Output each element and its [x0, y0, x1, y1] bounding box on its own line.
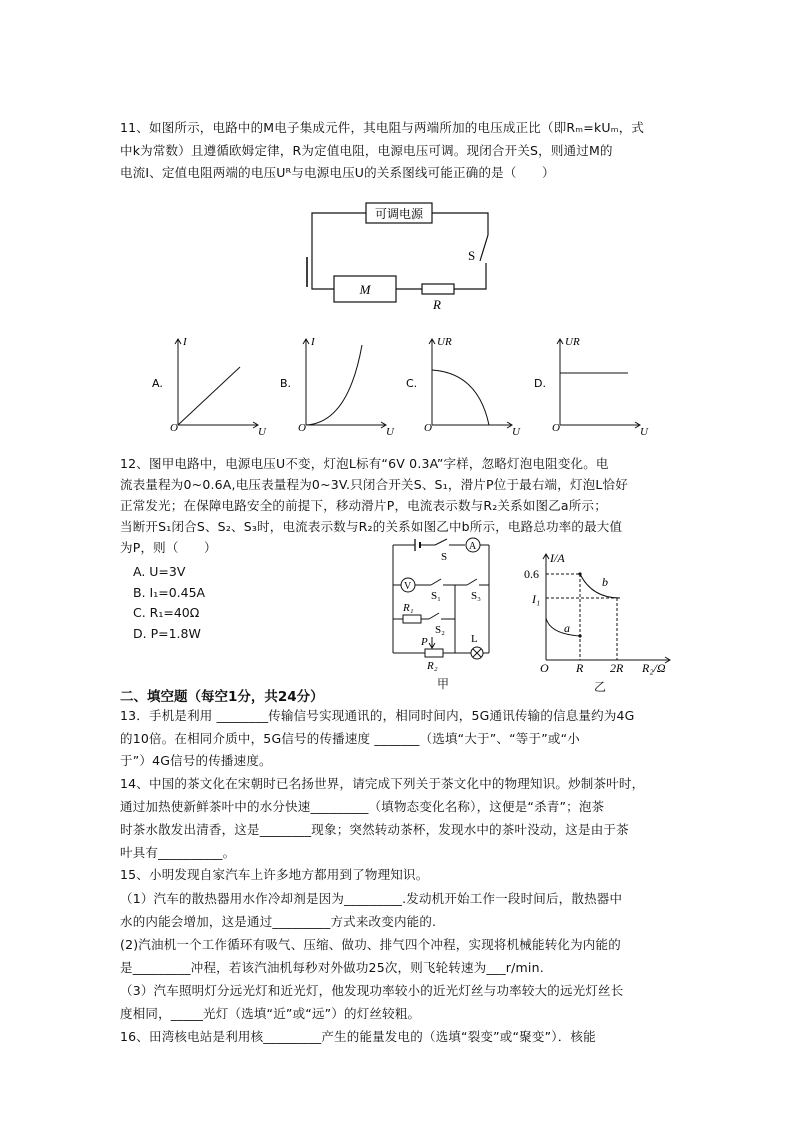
- q11-line-1: 11、如图所示，电路中的M电子集成元件，其电阻与两端所加的电压成正比（即Rₘ=kUₘ，式: [120, 120, 645, 135]
- q14-line-4: 叶具有__________。: [120, 845, 236, 860]
- q12-line-4: 当断开S₁闭合S、S₂、S₃时，电流表示数与R₂的关系如图乙中b所示，电路总功率的最大值: [120, 519, 623, 534]
- x-axis-label: U: [386, 426, 394, 438]
- x-tick-2r: 2R: [610, 661, 624, 675]
- y-axis-label: UR: [437, 336, 452, 348]
- origin-label: O: [170, 422, 178, 434]
- y-axis-label: I: [183, 336, 187, 348]
- x-axis-label: R₂/Ω: [642, 661, 666, 675]
- y-axis-label: UR: [565, 336, 580, 348]
- fig-yi-caption: 乙: [594, 680, 607, 694]
- q12-option-d: D. P=1.8W: [133, 626, 201, 641]
- q12-option-b: B. I₁=0.45A: [133, 585, 206, 600]
- y-axis-label: I: [311, 336, 315, 348]
- q15-line-4: (2)汽油机一个工作循环有吸气、压缩、做功、排气四个冲程，实现将机械能转化为内能的: [120, 937, 621, 952]
- q11-line-2: 中k为常数）且遵循欧姆定律，R为定值电阻，电源电压可调。现闭合开关S，则通过M的: [120, 143, 613, 158]
- option-label: B.: [280, 377, 292, 390]
- q11-circuit-diagram: [300, 195, 500, 315]
- fig-yi-graph: [520, 550, 680, 675]
- q13-line-2: 的10倍。在相同介质中，5G信号的传播速度 _______（选填“大于”、“等于”或“小: [120, 731, 580, 746]
- q15-line-3: 水的内能会增加，这是通过_________方式来改变内能的.: [120, 914, 437, 929]
- lamp-label: L: [471, 633, 478, 645]
- q15-line-1: 15、小明发现自家汽车上许多地方都用到了物理知识。: [120, 867, 429, 882]
- q11-line-3: 电流I、定值电阻两端的电压Uᴿ与电源电压U的关系图线可能正确的是（ ）: [120, 165, 555, 180]
- option-label: D.: [534, 377, 546, 390]
- curve-a-label: a: [564, 621, 570, 635]
- section-heading: 二、填空题（每空1分，共24分）: [120, 689, 324, 705]
- switch-s2-label: S₂: [435, 624, 445, 636]
- voltmeter-label: V: [404, 581, 412, 592]
- curve-b: [580, 574, 620, 598]
- curve-a: [546, 618, 580, 636]
- y-axis-label: I/A: [550, 551, 565, 565]
- q12-line-2: 流表量程为0~0.6A,电压表量程为0~3V.只闭合开关S、S₁，滑片P位于最右端，灯泡L恰好: [120, 477, 628, 492]
- x-axis-label: U: [512, 426, 520, 438]
- ammeter-label: A: [469, 541, 477, 552]
- graph-b-curve: [306, 345, 362, 425]
- q12-line-5: 为P，则（ ）: [120, 540, 217, 555]
- origin-label: O: [424, 422, 432, 434]
- switch-s3-label: S₃: [471, 590, 481, 602]
- q15-line-2: （1）汽车的散热器用水作冷却剂是因为_________.发动机开始工作一段时间后，散热器中: [120, 891, 623, 906]
- source-label: 可调电源: [374, 207, 424, 221]
- y-tick-i1: I₁: [532, 592, 541, 606]
- switch-label: S: [468, 248, 476, 263]
- q12-option-c: C. R₁=40Ω: [133, 605, 200, 620]
- x-axis-label: U: [258, 426, 266, 438]
- origin-label: O: [298, 422, 306, 434]
- x-tick-r: R: [576, 661, 584, 675]
- q13-line-3: 于”）4G信号的传播速度。: [120, 753, 272, 768]
- q12-option-a: A. U=3V: [133, 564, 186, 579]
- graph-c: [404, 335, 524, 438]
- origin-label: O: [540, 661, 549, 675]
- option-label: C.: [406, 377, 418, 390]
- q12-line-3: 正常发光；在保障电路安全的前提下，移动滑片P，电流表示数与R₂关系如图乙a所示；: [120, 498, 607, 513]
- y-tick-0.6: 0.6: [524, 567, 539, 581]
- slider-p-label: P: [421, 636, 428, 648]
- graph-c-curve: [432, 370, 489, 425]
- q16-line-1: 16、田湾核电站是利用核_________产生的能量发电的（选填“裂变”或“聚变”）．核能: [120, 1029, 596, 1044]
- origin-label: O: [552, 422, 560, 434]
- switch-s1-label: S₁: [431, 590, 441, 602]
- q14-line-1: 14、中国的茶文化在宋朝时已名扬世界，请完成下列关于茶文化中的物理知识。炒制茶叶时，: [120, 776, 645, 791]
- q15-line-5: 是_________冲程，若该汽油机每秒对外做功25次，则飞轮转速为___r/min.: [120, 960, 544, 975]
- r1-label: R₁: [403, 602, 414, 614]
- fig-jia-caption: 甲: [437, 677, 450, 691]
- graph-a-line: [178, 367, 240, 425]
- m-label: M: [359, 282, 371, 297]
- q15-line-7: 度相同，_____光灯（选填“近”或“远”）的灯丝较粗。: [120, 1006, 421, 1021]
- graph-b: [278, 335, 398, 438]
- x-axis-label: U: [640, 426, 648, 438]
- q14-line-2: 通过加热使新鲜茶叶中的水分快速_________（填物态变化名称），这便是“杀青”；泡茶: [120, 799, 605, 814]
- option-label: A.: [152, 377, 163, 390]
- switch-s-label: S: [441, 551, 448, 563]
- q14-line-3: 时茶水散发出清香，这是________现象；突然转动茶杯，发现水中的茶叶没动，这是由于茶: [120, 822, 629, 837]
- r-label: R: [433, 297, 441, 312]
- q13-line-1: 13．手机是利用 ________传输信号实现通讯的，相同时间内，5G通讯传输的信息量约为4G: [120, 708, 635, 723]
- fig-jia-circuit: [385, 533, 505, 693]
- q15-line-6: （3）汽车照明灯分远光灯和近光灯，他发现功率较小的近光灯丝与功率较大的远光灯丝长: [120, 983, 624, 998]
- r2-label: R₂: [427, 660, 438, 672]
- q12-line-1: 12、图甲电路中，电源电压U不变，灯泡L标有“6V 0.3A”字样，忽略灯泡电阻变化。电: [120, 456, 609, 471]
- graph-d: [532, 335, 652, 438]
- curve-b-label: b: [602, 575, 608, 589]
- graph-a: [150, 335, 270, 438]
